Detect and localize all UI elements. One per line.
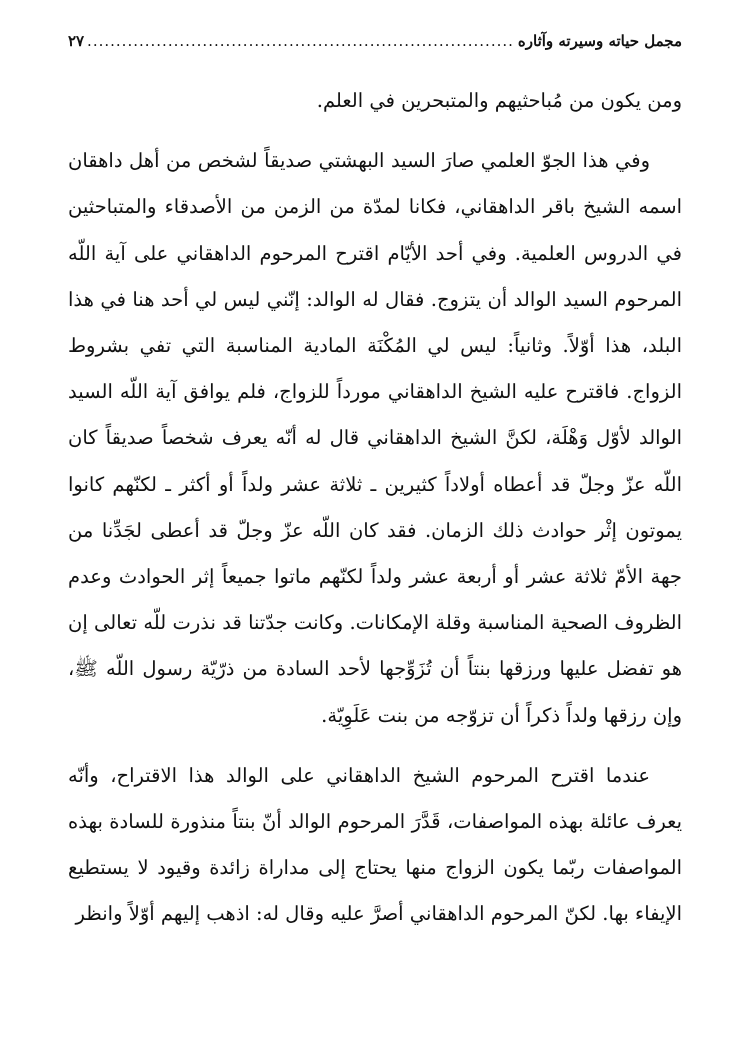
page-number: ٢٧ (68, 32, 85, 50)
paragraph: وفي هذا الجوّ العلمي صارَ السيد البهشتي صديقاً لشخص من أهل داهقان اسمه الشيخ باقر الداهقاني، فكانا لمدّة من الزمن من الأصدقاء والمتباحثين في الدروس العلمية. وفي أحد الأيّام اقترح المرحوم الداهقاني على آية اللّه المرحوم السيد الوالد أن يتزوج. فقال له الوالد: إنّني ليس لي أحد هنا في هذا البلد، هذا أوّلاً. وثانياً: ليس لي المُكْنَة المادية المناسبة التي تفي بشروط الزواج. فاقترح عليه الشيخ الداهقاني مورداً للزواج، فلم يوافق آية اللّه السيد الوالد لأوّل وَهْلَة، لكنَّ الشيخ الداهقاني قال له أنّه يعرف شخصاً صديقاً كان اللّه عزّ وجلّ قد أعطاه أولاداً كثيرين ـ ثلاثة عشر ولداً أو أكثر ـ لكنّهم كانوا يموتون إثْر حوادث ذلك الزمان. فقد كان اللّه عزّ وجلّ قد أعطى لجَدِّنا من جهة الأمّ ثلاثة عشر أو أربعة عشر ولداً لكنّهم ماتوا جميعاً إثر الحوادث وعدم الظروف الصحية المناسبة وقلة الإمكانات. وكانت جدّتنا قد نذرت للّه تعالى إن هو تفضل عليها ورزقها بنتاً أن تُزَوِّجها لأحد السادة من ذرّيّة رسول اللّه ﷺ، وإن رزقها ولداً ذكراً أن تزوّجه من بنت عَلَوِيّة. (68, 149, 682, 727)
body-text (68, 78, 682, 938)
paragraph: عندما اقترح المرحوم الشيخ الداهقاني على الوالد هذا الاقتراح، وأنّه يعرف عائلة بهذه المواصفات، قَدَّرَ المرحوم الوالد أنّ بنتاً منذورة للسادة بهذه المواصفات ربّما يكون الزواج منها يحتاج إلى مداراة زائدة وقيود لا يستطيع الإيفاء بها. لكنّ المرحوم الداهقاني أصرَّ عليه وقال له: اذهب إليهم أوّلاً وانظر (68, 763, 682, 926)
leader-dots (88, 32, 514, 50)
running-header-title: مجمل حياته وسيرته وآثاره (517, 32, 682, 50)
running-header (68, 32, 682, 50)
paragraph: ومن يكون من مُباحثيهم والمتبحرين في العلم. (316, 89, 682, 112)
